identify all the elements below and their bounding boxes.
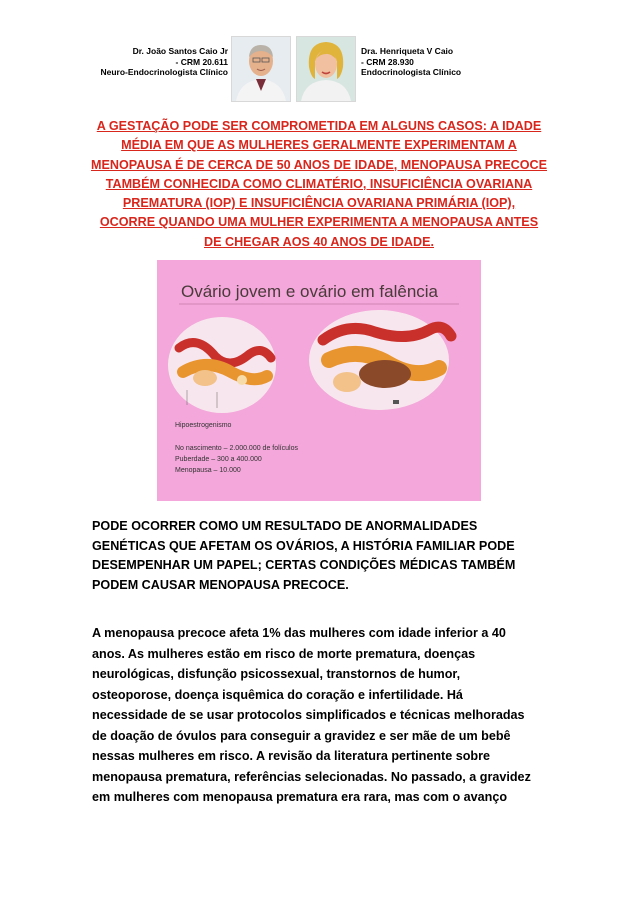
paragraph-body [92,623,562,808]
headline-line: MENOPAUSA É DE CERCA DE 50 ANOS DE IDADE, MENOPAUSA PRECOCE [91,157,547,172]
doctor-right-name: Dra. Henriqueta V Caio [361,46,454,56]
doctor-right-info [361,46,501,78]
doctor-right-photo [296,36,356,102]
paragraph-line: DESEMPENHAR UM PAPEL; CERTAS CONDIÇÕES MÉDICAS TAMBÉM [92,558,516,573]
paragraph-line: A menopausa precoce afeta 1% das mulheres com idade inferior a 40 [92,626,506,640]
paragraph-line: em mulheres com menopausa prematura era rara, mas com o avanço [92,790,508,804]
headline-line: MÉDIA EM QUE AS MULHERES GERALMENTE EXPERIMENTAM A [121,138,517,153]
paragraph-line: PODE OCORRER COMO UM RESULTADO DE ANORMALIDADES [92,519,478,533]
figure-stat: Menopausa – 10.000 [175,467,241,474]
doctor-left-specialty: Neuro-Endocrinologista Clínico [100,67,228,77]
doctor-left-photo [231,36,291,102]
page-header [0,36,638,100]
headline [88,117,550,252]
headline-line: DE CHEGAR AOS 40 ANOS DE IDADE. [204,234,434,249]
paragraph-line: nessas mulheres em risco. A revisão da literatura pertinente sobre [92,749,491,763]
paragraph-line: de doação de óvulos para conseguir a gravidez e ser mãe de um bebê [92,728,511,743]
young-ovary-illustration [168,317,276,413]
paragraph-line: neurológicas, disfunção psicossexual, transtornos de humor, [92,667,461,681]
paragraph-line: osteoporose, doença isquêmica do coração e infertilidade. Há [92,687,463,702]
doctor-right-specialty: Endocrinologista Clínico [361,67,462,77]
failing-ovary-illustration [309,310,451,410]
headline-line: TAMBÉM CONHECIDA COMO CLIMATÉRIO, INSUFICIÊNCIA OVARIANA [105,176,533,191]
figure-title: Ovário jovem e ovário em falência [181,282,439,301]
figure-subtitle: Hipoestrogenismo [175,422,232,429]
figure-stat: Puberdade – 300 a 400.000 [175,456,262,463]
doctor-left-crm: - CRM 20.611 [175,56,228,67]
doctor-left-name: Dr. João Santos Caio Jr [132,46,228,56]
ovary-figure [157,260,481,501]
paragraph-causes [92,517,562,595]
headline-line: A GESTAÇÃO PODE SER COMPROMETIDA EM ALGUNS CASOS: A IDADE [96,119,542,133]
headline-line: OCORRE QUANDO UMA MULHER EXPERIMENTA A MENOPAUSA ANTES [99,215,539,230]
paragraph-line: menopausa prematura, referências selecionadas. No passado, a gravidez [92,769,531,784]
paragraph-line: GENÉTICAS QUE AFETAM OS OVÁRIOS, A HISTÓRIA FAMILIAR PODE [92,538,515,553]
figure-stat: No nascimento – 2.000.000 de folículos [175,445,298,452]
doctor-left-info [96,46,228,78]
paragraph-line: necessidade de se usar protocolos simplificados e técnicas melhoradas [92,708,525,722]
figure-stats [175,422,298,474]
headline-line: PREMATURA (IOP) E INSUFICIÊNCIA OVARIANA PRIMÁRIA (IOP), [122,196,516,211]
doctor-right-crm: - CRM 28.930 [361,56,414,67]
paragraph-line: anos. As mulheres estão em risco de morte prematura, doenças [92,646,476,661]
paragraph-line: PODEM CAUSAR MENOPAUSA PRECOCE. [92,577,349,592]
